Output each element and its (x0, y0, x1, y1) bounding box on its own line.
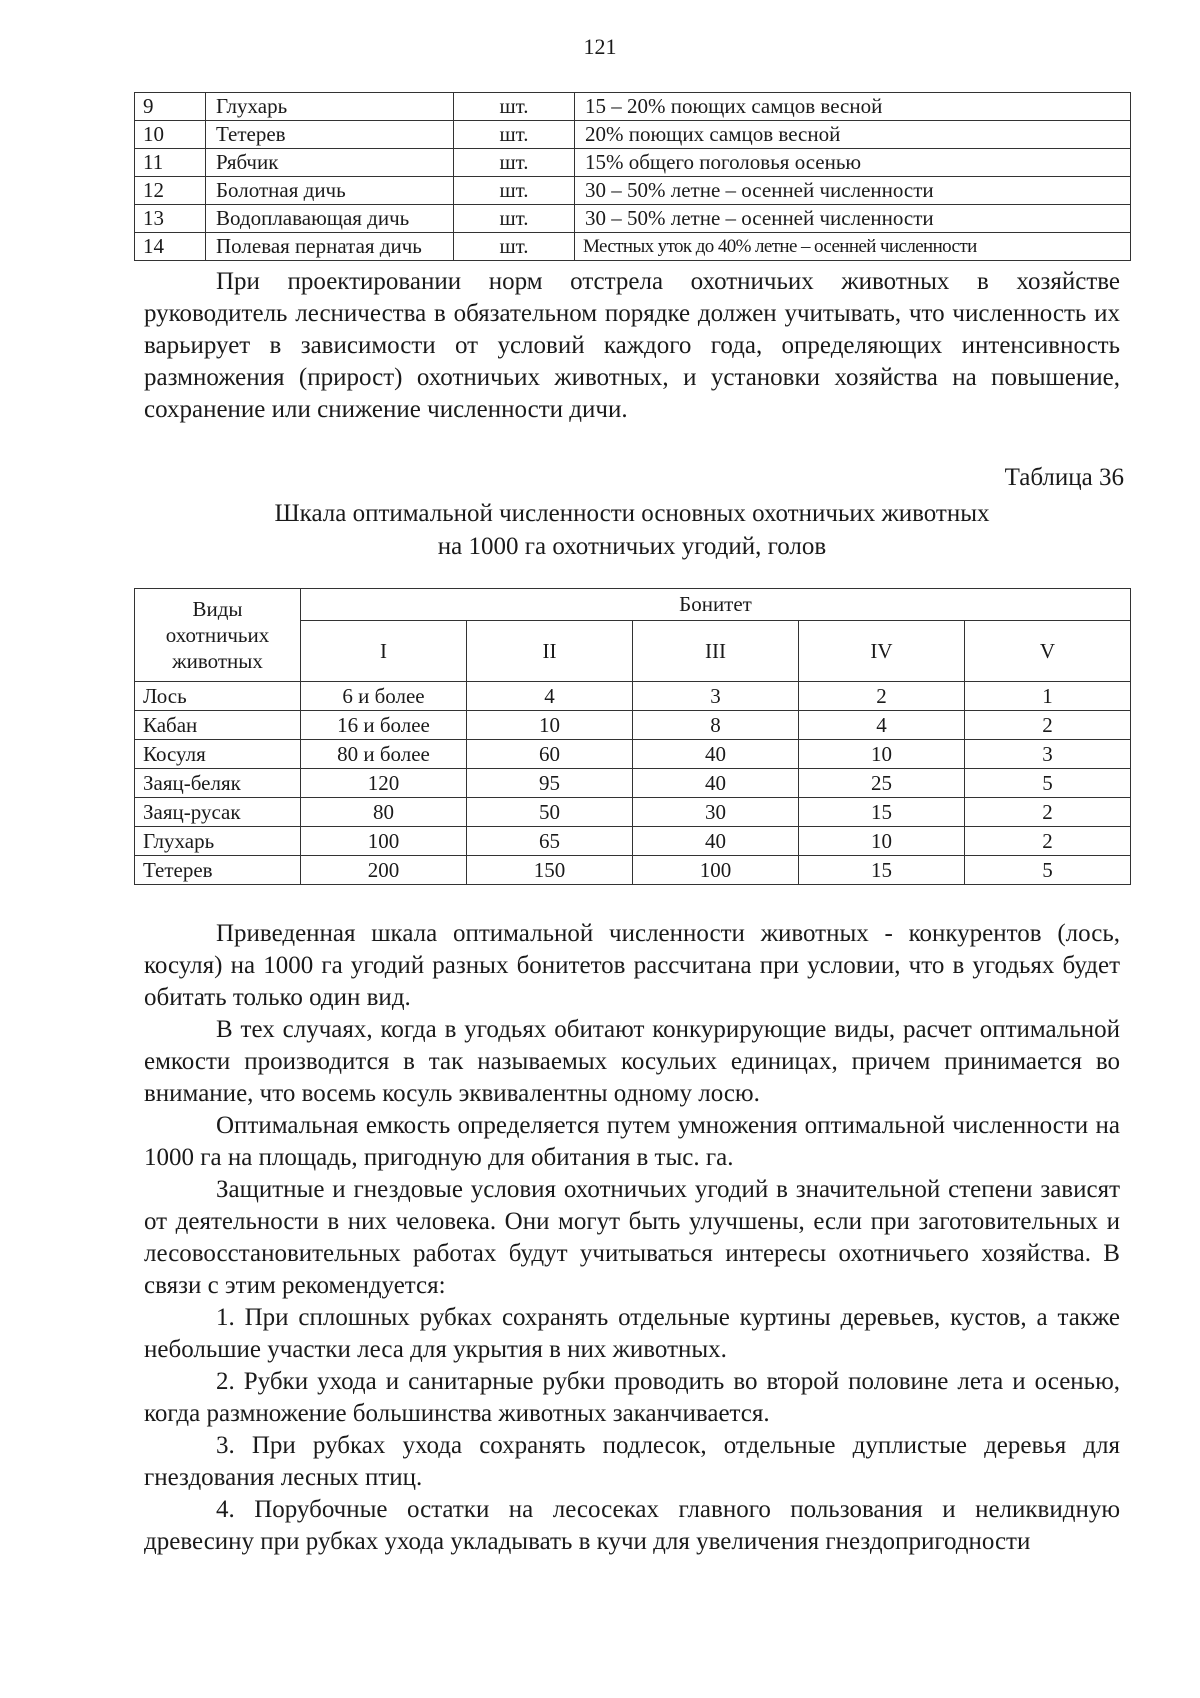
paragraph (144, 1110, 1120, 1174)
paragraph-hunting-norms (144, 266, 1120, 426)
bonitet-class-header: III (633, 621, 799, 682)
value-cell: 40 (633, 740, 799, 769)
value-cell: 50 (467, 798, 633, 827)
value-cell: 200 (301, 856, 467, 885)
unit-cell: шт. (454, 93, 575, 121)
row-number: 9 (135, 93, 206, 121)
value-cell: 4 (467, 682, 633, 711)
value-cell: 15 (799, 798, 965, 827)
value-cell: 2 (965, 798, 1131, 827)
paragraph-text: Защитные и гнездовые условия охотничьих угодий в значительной степени зависят от деятельности в них человека. Они могут быть улучшены, если при заготовительных и лесовосстановительных работах будут учитываться интересы охотничьего хозяйства. В связи с этим рекомендуется: (144, 1176, 1120, 1299)
list-item (144, 1302, 1120, 1366)
norm-cell: Местных уток до 40% летне – осенней численности (575, 233, 1131, 261)
paragraph (144, 1174, 1120, 1302)
norm-cell: 20% поющих самцов весной (575, 121, 1131, 149)
unit-cell: шт. (454, 205, 575, 233)
value-cell: 25 (799, 769, 965, 798)
table-title-line: Шкала оптимальной численности основных охотничьих животных (274, 500, 990, 527)
value-cell: 40 (633, 769, 799, 798)
species-cell: Лось (135, 682, 301, 711)
paragraph-text: В тех случаях, когда в угодьях обитают конкурирующие виды, расчет оптимальной емкости производится в так называемых косульих единицах, причем принимается во внимание, что восемь косуль эквивалентны одному лосю. (144, 1016, 1120, 1107)
table-label: Таблица 36 (1004, 464, 1124, 491)
value-cell: 4 (799, 711, 965, 740)
bonitet-class-header: II (467, 621, 633, 682)
value-cell: 80 и более (301, 740, 467, 769)
paragraph (144, 1014, 1120, 1110)
table-row (135, 769, 1131, 798)
row-number: 11 (135, 149, 206, 177)
value-cell: 5 (965, 856, 1131, 885)
value-cell: 3 (633, 682, 799, 711)
species-cell: Заяц-русак (135, 798, 301, 827)
value-cell: 95 (467, 769, 633, 798)
unit-cell: шт. (454, 233, 575, 261)
value-cell: 65 (467, 827, 633, 856)
norm-cell: 30 – 50% летне – осенней численности (575, 177, 1131, 205)
list-item (144, 1430, 1120, 1494)
norm-cell: 30 – 50% летне – осенней численности (575, 205, 1131, 233)
paragraph-text: 1. При сплошных рубках сохранять отдельные куртины деревьев, кустов, а также небольшие участки леса для укрытия в них животных. (144, 1304, 1120, 1363)
value-cell: 2 (965, 827, 1131, 856)
value-cell: 15 (799, 856, 965, 885)
unit-cell: шт. (454, 177, 575, 205)
value-cell: 80 (301, 798, 467, 827)
hunting-norms-table (134, 92, 1131, 261)
value-cell: 5 (965, 769, 1131, 798)
bonitet-class-header: V (965, 621, 1131, 682)
table-row (135, 205, 1131, 233)
norm-cell: 15% общего поголовья осенью (575, 149, 1131, 177)
value-cell: 30 (633, 798, 799, 827)
table-row (135, 121, 1131, 149)
value-cell: 16 и более (301, 711, 467, 740)
value-cell: 10 (799, 827, 965, 856)
paragraph-text: 4. Порубочные остатки на лесосеках главного пользования и неликвидную древесину при рубках ухода укладывать в кучи для увеличения гнездопригодности (144, 1496, 1120, 1555)
paragraph-text: 3. При рубках ухода сохранять подлесок, отдельные дуплистые деревья для гнездования лесных птиц. (144, 1432, 1120, 1491)
paragraph-text: Оптимальная емкость определяется путем умножения оптимальной численности на 1000 га на площадь, пригодную для обитания в тыс. га. (144, 1112, 1120, 1171)
table-row (135, 711, 1131, 740)
value-cell: 10 (467, 711, 633, 740)
value-cell: 100 (301, 827, 467, 856)
table-row (135, 149, 1131, 177)
species-column-header: Виды охотничьих животных (135, 589, 301, 682)
list-item (144, 1494, 1120, 1558)
species-cell: Глухарь (135, 827, 301, 856)
value-cell: 2 (799, 682, 965, 711)
value-cell: 3 (965, 740, 1131, 769)
paragraph (144, 918, 1120, 1014)
value-cell: 120 (301, 769, 467, 798)
species-cell: Кабан (135, 711, 301, 740)
table-row (135, 740, 1131, 769)
species-cell: Косуля (135, 740, 301, 769)
species-cell: Заяц-беляк (135, 769, 301, 798)
value-cell: 6 и более (301, 682, 467, 711)
species-cell: Тетерев (206, 121, 454, 149)
table-header-row (135, 589, 1131, 621)
value-cell: 40 (633, 827, 799, 856)
value-cell: 1 (965, 682, 1131, 711)
page-number: 121 (583, 34, 617, 59)
table-row (135, 93, 1131, 121)
paragraph-text: Приведенная шкала оптимальной численности животных - конкурентов (лось, косуля) на 1000 га угодий разных бонитетов рассчитана при условии, что в угодьях будет обитать только один вид. (144, 920, 1120, 1011)
row-number: 10 (135, 121, 206, 149)
table-title-line: на 1000 га охотничьих угодий, голов (437, 533, 827, 560)
value-cell: 8 (633, 711, 799, 740)
row-number: 13 (135, 205, 206, 233)
paragraph-text: При проектировании норм отстрела охотничьих животных в хозяйстве руководитель лесничества в обязательном порядке должен учитывать, что численность их варьирует в зависимости от условий каждого года, определяющих интенсивность размножения (прирост) охотничьих животных, и установки хозяйства на повышение, сохранение или снижение численности дичи. (144, 268, 1120, 423)
unit-cell: шт. (454, 121, 575, 149)
value-cell: 100 (633, 856, 799, 885)
bonitet-class-header: I (301, 621, 467, 682)
bonitet-header: Бонитет (301, 589, 1131, 621)
bonitet-class-header: IV (799, 621, 965, 682)
row-number: 14 (135, 233, 206, 261)
species-cell: Полевая пернатая дичь (206, 233, 454, 261)
species-cell: Рябчик (206, 149, 454, 177)
table-row (135, 856, 1131, 885)
table-row (135, 682, 1131, 711)
value-cell: 2 (965, 711, 1131, 740)
paragraph-text: 2. Рубки ухода и санитарные рубки проводить во второй половине лета и осенью, когда размножение большинства животных заканчивается. (144, 1368, 1120, 1427)
value-cell: 60 (467, 740, 633, 769)
value-cell: 150 (467, 856, 633, 885)
table-row (135, 798, 1131, 827)
value-cell: 10 (799, 740, 965, 769)
row-number: 12 (135, 177, 206, 205)
list-item (144, 1366, 1120, 1430)
table-title (134, 497, 1130, 563)
optimal-population-table (134, 588, 1131, 885)
species-cell: Глухарь (206, 93, 454, 121)
table-row (135, 827, 1131, 856)
table-row (135, 177, 1131, 205)
norm-cell: 15 – 20% поющих самцов весной (575, 93, 1131, 121)
species-cell: Тетерев (135, 856, 301, 885)
species-cell: Болотная дичь (206, 177, 454, 205)
species-cell: Водоплавающая дичь (206, 205, 454, 233)
table-row (135, 233, 1131, 261)
unit-cell: шт. (454, 149, 575, 177)
